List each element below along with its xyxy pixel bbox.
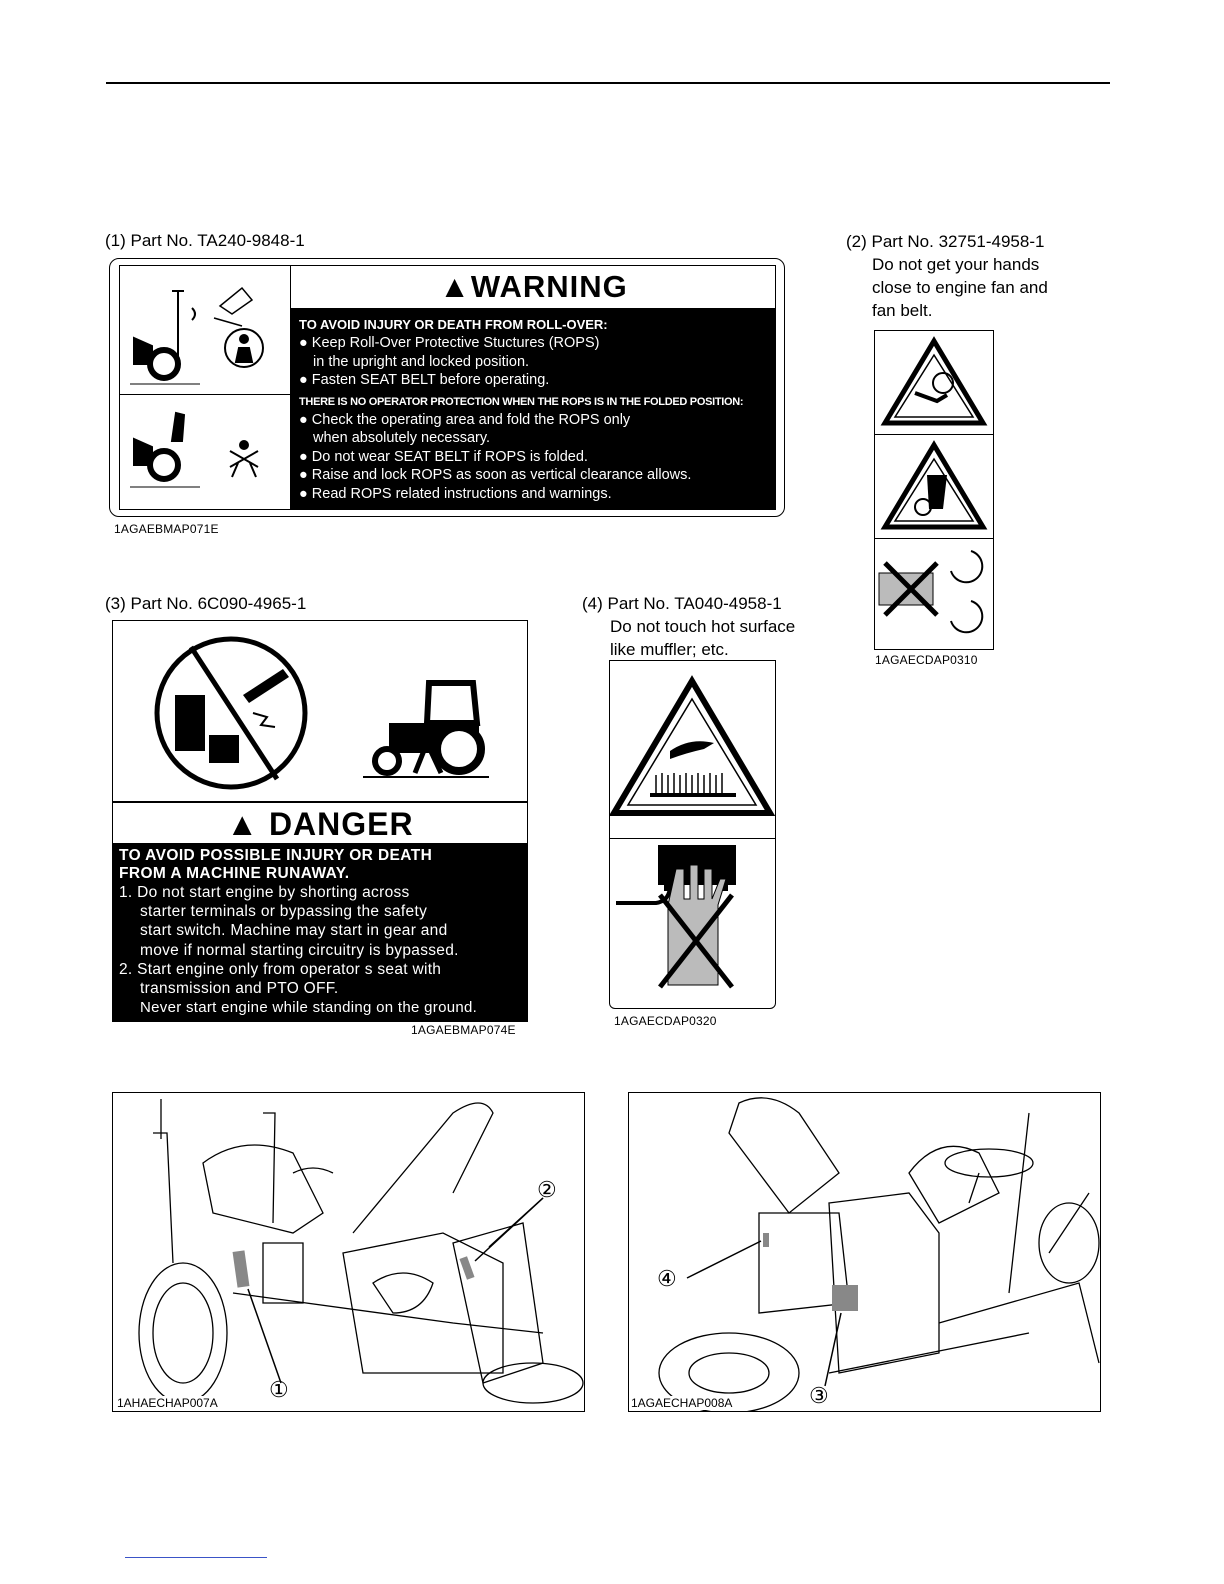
hand-rotation-cell <box>875 539 993 649</box>
callout-2: ② <box>537 1177 557 1202</box>
label1-code: 1AGAEBMAP071E <box>114 522 219 536</box>
hot-surface-warning-label <box>609 660 776 1009</box>
warning-line: ● Raise and lock ROPS as soon as vertical clearance allows. <box>299 467 692 483</box>
danger-subheading: TO AVOID POSSIBLE INJURY OR DEATH <box>119 847 433 864</box>
no-shorting-pictogram-icon <box>153 635 333 795</box>
label4-description: like muffler; etc. <box>610 640 729 659</box>
warning-heading: ▲WARNING <box>439 269 628 304</box>
label4-description: Do not touch hot surface <box>610 617 796 636</box>
label3-code: 1AGAEBMAP074E <box>411 1023 516 1037</box>
rops-upright-pictogram-icon <box>120 266 290 394</box>
danger-line: transmission and PTO OFF. <box>140 980 339 998</box>
label2-code: 1AGAECDAP0310 <box>875 653 978 667</box>
no-touch-muffler-icon <box>610 839 775 1009</box>
header-rule <box>106 82 1110 84</box>
label2-description: close to engine fan and <box>872 278 1048 297</box>
runaway-danger-label <box>112 620 528 1022</box>
hot-surface-hazard-icon <box>610 661 775 837</box>
warning-text-panel <box>291 308 776 510</box>
warning-line: ● Fasten SEAT BELT before operating. <box>299 372 550 388</box>
danger-text-panel <box>113 843 527 1021</box>
fan-hazard-cell <box>875 331 993 435</box>
label3-part-number: (3) Part No. 6C090-4965-1 <box>105 594 307 613</box>
warning-line: ● Read ROPS related instructions and warnings. <box>299 485 612 502</box>
danger-triangle-icon: ▲ <box>226 806 260 842</box>
rops-warning-label <box>109 258 785 517</box>
belt-hazard-cell <box>875 435 993 539</box>
rollover-heading: TO AVOID INJURY OR DEATH FROM ROLL-OVER: <box>299 317 608 332</box>
fan-belt-warning-label <box>874 330 994 650</box>
warning-line: ● Keep Roll-Over Protective Stuctures (ROPS) <box>299 335 600 351</box>
footer-link-rule <box>125 1557 267 1558</box>
warning-triangle-icon: ▲ <box>439 269 471 304</box>
tractor-runover-pictogram-icon <box>359 677 499 787</box>
warning-line: when absolutely necessary. <box>313 430 491 446</box>
no-hand-rotation-icon <box>875 539 993 649</box>
tractor-photo-right <box>628 1092 1101 1412</box>
danger-line: move if normal starting circuitry is bypassed. <box>140 941 459 959</box>
danger-subheading: FROM A MACHINE RUNAWAY. <box>119 865 350 882</box>
photo-right-code: 1AGAECHAP008A <box>631 1396 733 1410</box>
tractor-photo-left <box>112 1092 585 1412</box>
danger-line: 2. Start engine only from operator s seat with <box>119 960 442 978</box>
callout-4: ④ <box>657 1266 677 1291</box>
label1-divider-horizontal <box>120 394 290 395</box>
danger-line: Never start engine while standing on the ground. <box>140 999 478 1017</box>
rops-folded-pictogram-icon <box>120 395 290 512</box>
folded-heading: THERE IS NO OPERATOR PROTECTION WHEN THE ROPS IS IN THE FOLDED POSITION: <box>299 395 744 408</box>
warning-line: ● Do not wear SEAT BELT if ROPS is folded. <box>299 448 588 465</box>
belt-hazard-icon <box>875 435 993 538</box>
label2-part-number: (2) Part No. 32751-4958-1 <box>846 232 1045 251</box>
label4-code: 1AGAECDAP0320 <box>614 1014 717 1028</box>
tractor-engine-illustration-left <box>113 1093 584 1411</box>
warning-line: ● Check the operating area and fold the ROPS only <box>299 411 631 428</box>
callout-1: ① <box>269 1377 289 1402</box>
label2-description: fan belt. <box>872 301 933 320</box>
warning-line: in the upright and locked position. <box>313 353 530 370</box>
fan-hazard-icon <box>875 331 993 434</box>
danger-line: start switch. Machine may start in gear and <box>140 922 448 940</box>
label2-description: Do not get your hands <box>872 255 1040 274</box>
label1-part-number: (1) Part No. TA240-9848-1 <box>105 231 305 250</box>
label4-part-number: (4) Part No. TA040-4958-1 <box>582 594 782 613</box>
callout-3: ③ <box>809 1383 829 1408</box>
danger-line: 1. Do not start engine by shorting across <box>119 884 410 901</box>
photo-left-code: 1AHAECHAP007A <box>117 1396 218 1410</box>
danger-heading: ▲ DANGER <box>226 806 414 842</box>
tractor-engine-illustration-right <box>629 1093 1100 1411</box>
danger-line: starter terminals or bypassing the safety <box>140 903 428 921</box>
